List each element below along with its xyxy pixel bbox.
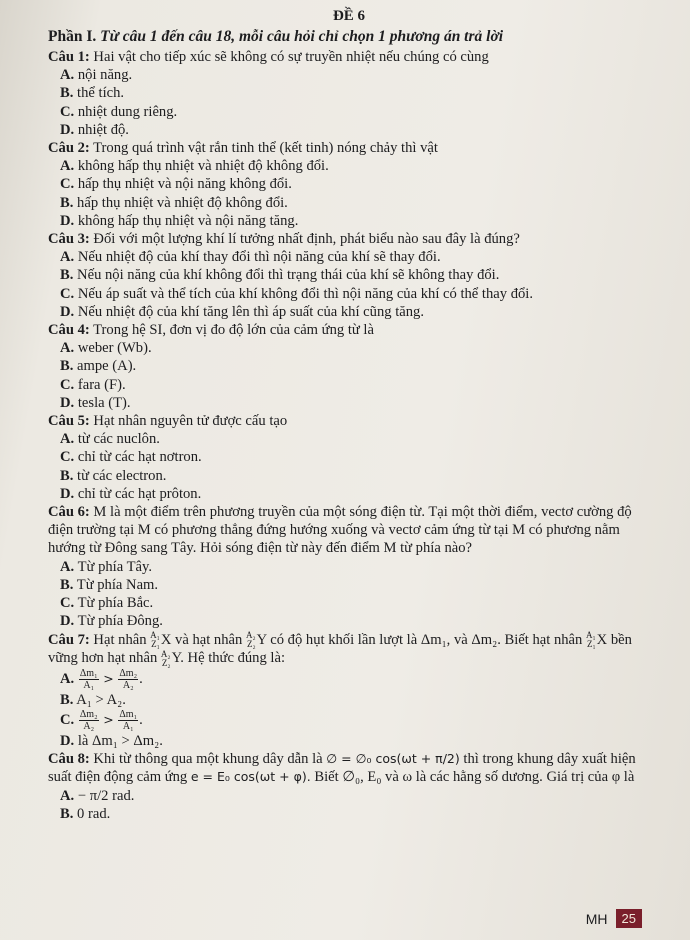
option-c[interactable] — [60, 709, 650, 732]
option-text: tesla (T). — [77, 394, 131, 411]
question-stem — [48, 321, 650, 339]
option-letter: D. — [60, 485, 75, 502]
option-text: hấp thụ nhiệt và nhiệt độ không đổi. — [77, 194, 288, 211]
fraction-2: $\frac{\text{Δm₁}}{\text{A₁}}$ — [119, 709, 138, 733]
nucleus-x: X — [160, 631, 172, 648]
question-4 — [48, 321, 650, 412]
part-label: Phần I. — [48, 28, 97, 45]
option-letter: A. — [60, 249, 75, 266]
question-8 — [48, 750, 650, 823]
option-letter: B. — [60, 691, 74, 708]
isotope-x: A₁ Z₁ — [150, 630, 160, 650]
option-text: Nếu nhiệt độ của khí tăng lên thì áp suất của khí cũng tăng. — [77, 303, 424, 320]
page-number: 25 — [616, 909, 642, 928]
option-text: chỉ từ các hạt prôton. — [77, 485, 202, 502]
option-letter: D. — [60, 733, 75, 750]
option-letter: D. — [60, 212, 75, 229]
answer-option[interactable] — [60, 339, 650, 357]
answer-option[interactable] — [60, 175, 650, 193]
option-text: từ các nuclôn. — [77, 431, 160, 448]
period: . — [139, 711, 143, 728]
answer-option[interactable] — [60, 485, 650, 503]
option-letter: D. — [60, 394, 75, 411]
option-text: nội năng. — [77, 67, 133, 84]
page-footer — [586, 909, 642, 928]
option-b[interactable] — [60, 805, 650, 823]
question-text: Trong quá trình vật rắn tinh thể (kết tinh) nóng chảy thì vật — [93, 140, 438, 157]
option-letter: A. — [60, 787, 75, 804]
answer-option[interactable] — [60, 558, 650, 576]
answer-option[interactable] — [60, 594, 650, 612]
period: . — [139, 670, 143, 687]
nucleus-y: Y — [256, 631, 267, 648]
option-text: không hấp thụ nhiệt và nội năng tăng. — [77, 212, 299, 229]
option-letter: D. — [60, 121, 75, 138]
option-a[interactable] — [60, 668, 650, 691]
question-8-text-1: Khi từ thông qua một khung dây dẫn là — [93, 751, 323, 768]
answer-option[interactable] — [60, 66, 650, 84]
answer-option[interactable] — [60, 303, 650, 321]
option-text: chỉ từ các hạt nơtron. — [77, 449, 202, 466]
comparison-sign: > — [103, 711, 114, 727]
option-text: thể tích. — [77, 85, 125, 102]
answer-option[interactable] — [60, 448, 650, 466]
question-stem — [48, 48, 650, 66]
exam-code: ĐỀ 6 — [332, 8, 366, 24]
option-text: Từ phía Nam. — [76, 576, 159, 593]
option-b[interactable] — [60, 691, 650, 709]
option-a[interactable] — [60, 787, 650, 805]
option-letter: B. — [60, 576, 74, 593]
option-letter: A. — [60, 670, 75, 687]
option-text: Nếu nội năng của khí không đổi thì trạng thái của khí sẽ không thay đổi. — [77, 267, 500, 284]
option-text: là Δm₁ > Δm₂. — [77, 733, 163, 750]
question-7-text-2: và hạt nhân — [175, 631, 243, 648]
option-text: ampe (A). — [77, 358, 137, 375]
question-number: Câu 3: — [48, 231, 90, 248]
option-letter: C. — [60, 103, 75, 120]
answer-option[interactable] — [60, 357, 650, 375]
option-letter: A. — [60, 158, 75, 175]
answer-option[interactable] — [60, 103, 650, 121]
question-7-text-5: . Hệ thức đúng là: — [180, 650, 286, 667]
emf-formula: e = E₀ cos(ωt + φ). — [190, 769, 311, 785]
answer-option[interactable] — [60, 266, 650, 284]
option-letter: A. — [60, 558, 75, 575]
option-text: fara (F). — [77, 376, 126, 393]
option-text: weber (Wb). — [77, 340, 152, 357]
question-stem — [48, 412, 650, 430]
option-letter: C. — [60, 449, 75, 466]
answer-option[interactable] — [60, 285, 650, 303]
question-3 — [48, 230, 650, 321]
question-2 — [48, 139, 650, 230]
question-stem — [48, 230, 650, 248]
option-letter: B. — [60, 194, 74, 211]
option-text: − π/2 rad. — [77, 787, 135, 804]
option-letter: C. — [60, 285, 75, 302]
option-text: A₁ > A₂. — [76, 691, 126, 708]
option-letter: C. — [60, 711, 75, 728]
question-7-stem — [48, 631, 650, 668]
question-text: Đối với một lượng khí lí tưởng nhất định, phát biểu nào sau đây là đúng? — [93, 231, 520, 248]
option-letter: C. — [60, 595, 75, 612]
option-text: nhiệt dung riêng. — [77, 103, 178, 120]
question-7-text-1: Hạt nhân — [93, 631, 147, 648]
answer-option[interactable] — [60, 248, 650, 266]
question-7-text-4: bền vững hơn hạt nhân — [48, 631, 632, 667]
flux-formula: ∅ = ∅₀ cos(ωt + π/2) — [326, 751, 460, 767]
question-number: Câu 5: — [48, 413, 90, 430]
answer-option[interactable] — [60, 430, 650, 448]
option-d[interactable] — [60, 732, 650, 750]
option-letter: B. — [60, 85, 74, 102]
answer-option[interactable] — [60, 376, 650, 394]
option-letter: A. — [60, 67, 75, 84]
question-8-stem — [48, 750, 650, 786]
answer-option[interactable] — [60, 467, 650, 485]
option-letter: B. — [60, 805, 74, 822]
option-letter: A. — [60, 431, 75, 448]
question-number: Câu 6: — [48, 504, 90, 521]
answer-option[interactable] — [60, 84, 650, 102]
question-list — [48, 48, 650, 631]
answer-option[interactable] — [60, 157, 650, 175]
comparison-sign: > — [103, 670, 114, 686]
question-8-text-2: thì trong khung dây xuất hiện suất điện động cảm ứng — [48, 751, 636, 786]
answer-option[interactable] — [60, 394, 650, 412]
answer-option[interactable] — [60, 212, 650, 230]
question-number: Câu 2: — [48, 140, 90, 157]
question-text: M là một điểm trên phương truyền của một sóng điện từ. Tại một thời điểm, vectơ cường độ điện trường tại M có phương thẳng đứng hướng xuống và vectơ cảm ứng từ tại M có phương nằm hướng từ Đông sang Tây. Hỏi sóng điện từ này đến điểm M từ phía nào? — [48, 504, 632, 557]
option-letter: B. — [60, 267, 74, 284]
nucleus-y-2: Y — [171, 650, 181, 667]
question-7-text-3: có độ hụt khối lần lượt là Δm₁, và Δm₂. Biết hạt nhân — [270, 631, 583, 648]
question-number: Câu 8: — [48, 751, 90, 768]
question-5 — [48, 412, 650, 503]
footer-label: MH — [585, 910, 608, 927]
option-letter: A. — [60, 340, 75, 357]
option-letter: D. — [60, 303, 75, 320]
option-text: Từ phía Bắc. — [77, 595, 154, 612]
option-letter: D. — [60, 613, 75, 630]
part-instruction: Từ câu 1 đến câu 18, mỗi câu hỏi chỉ chọn 1 phương án trả lời — [100, 28, 504, 45]
question-7 — [48, 631, 650, 751]
answer-option[interactable] — [60, 612, 650, 630]
isotope-x-2: A₁ Z₁ — [585, 630, 596, 650]
option-letter: B. — [60, 358, 74, 375]
answer-option[interactable] — [60, 121, 650, 139]
question-number: Câu 4: — [48, 322, 90, 339]
question-number: Câu 7: — [48, 631, 90, 648]
option-text: không hấp thụ nhiệt và nhiệt độ không đổi. — [77, 158, 329, 175]
question-text: Hạt nhân nguyên tử được cấu tạo — [93, 413, 288, 430]
option-text: nhiệt độ. — [77, 121, 129, 138]
option-letter: C. — [60, 376, 75, 393]
answer-option[interactable] — [60, 194, 650, 212]
option-letter: B. — [60, 467, 74, 484]
part-title — [48, 27, 650, 46]
question-number: Câu 1: — [48, 49, 90, 65]
option-text: Từ phía Tây. — [77, 558, 152, 575]
fraction-2: $\frac{\text{Δm₂}}{\text{A₂}}$ — [119, 667, 138, 691]
isotope-y: A₂ Z₂ — [245, 630, 256, 650]
fraction-1: $\frac{\text{Δm₂}}{\text{A₂}}$ — [79, 709, 98, 733]
option-text: Nếu nhiệt độ của khí thay đổi thì nội năng của khí sẽ thay đổi. — [77, 249, 441, 266]
question-1 — [48, 48, 650, 139]
question-6 — [48, 503, 650, 630]
fraction-1: $\frac{\text{Δm₁}}{\text{A₁}}$ — [79, 667, 98, 691]
option-text: 0 rad. — [77, 805, 111, 822]
nucleus-x-2: X — [596, 631, 608, 648]
answer-option[interactable] — [60, 576, 650, 594]
question-stem — [48, 503, 650, 558]
option-text: từ các electron. — [77, 467, 167, 484]
option-text: hấp thụ nhiệt và nội năng không đổi. — [77, 176, 292, 193]
question-8-text-3: Biết ∅₀, E₀ và ω là các hằng số dương. Giá trị của φ là — [314, 769, 635, 786]
option-letter: C. — [60, 176, 75, 193]
question-stem — [48, 139, 650, 157]
option-text: Nếu áp suất và thể tích của khí không đổi thì nội năng của khí có thể thay đổi. — [77, 285, 533, 302]
isotope-y-2: A₂ Z₂ — [160, 648, 171, 668]
option-text: Từ phía Đông. — [77, 613, 163, 630]
question-text: Trong hệ SI, đơn vị đo độ lớn của cảm ứng từ là — [93, 322, 374, 339]
question-text: Hai vật cho tiếp xúc sẽ không có sự truyền nhiệt nếu chúng có cùng — [93, 49, 489, 65]
